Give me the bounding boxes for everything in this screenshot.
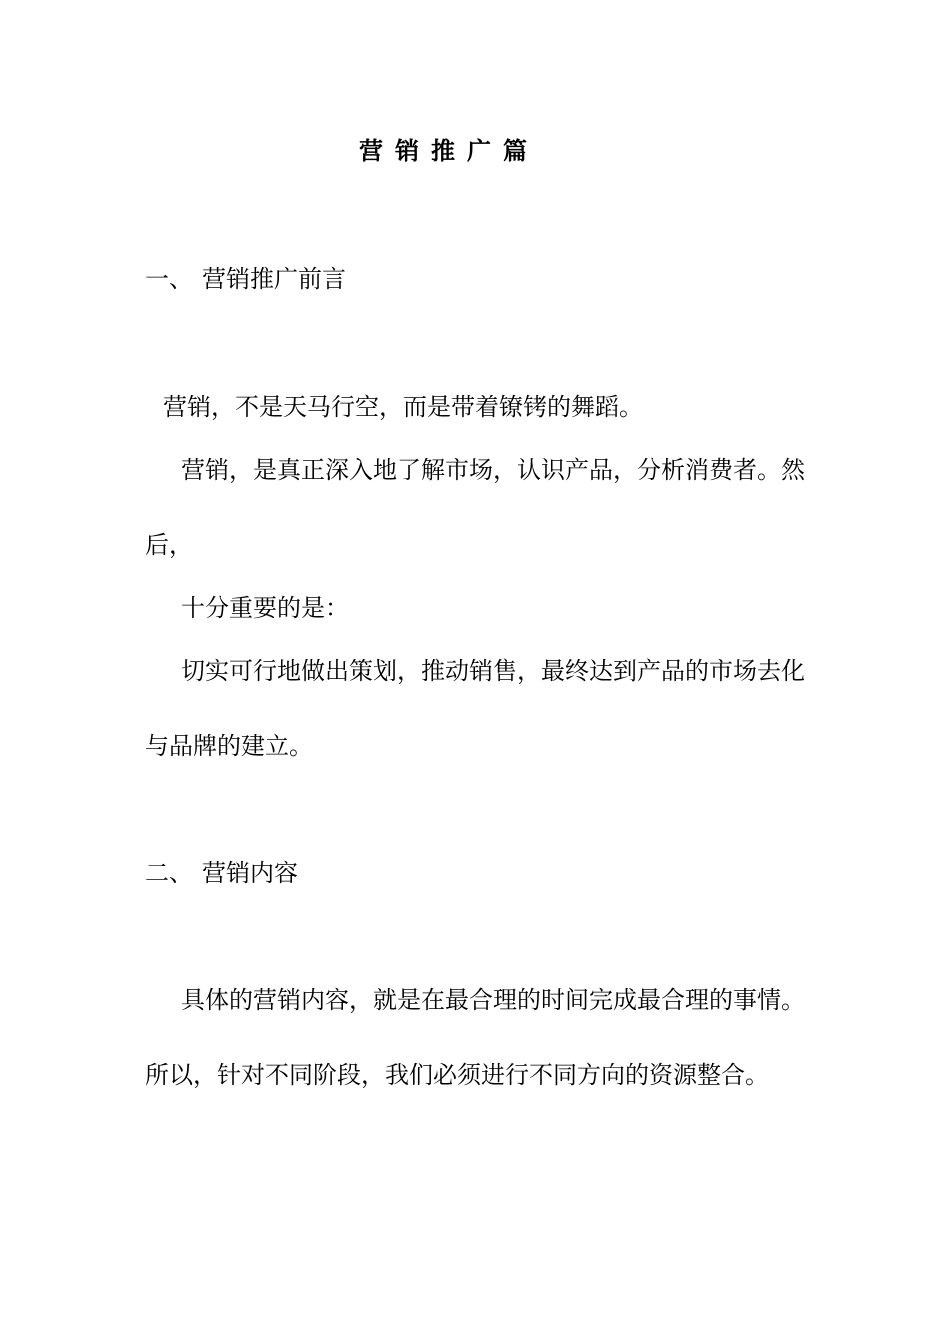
section-number-2: 二、 (145, 859, 193, 887)
section-number-1: 一、 (145, 265, 193, 293)
section-heading-1 (145, 264, 346, 294)
paragraph-line: 十分重要的是： (181, 594, 349, 622)
paragraph-line: 与品牌的建立。 (145, 732, 313, 760)
paragraph-line: 营销，不是天马行空，而是带着镣铐的舞蹈。 (163, 393, 643, 421)
paragraph-line: 所以，针对不同阶段，我们必须进行不同方向的资源整合。 (145, 1061, 769, 1089)
section-title-2: 营销内容 (202, 859, 298, 887)
paragraph-line: 后， (145, 531, 193, 559)
section-title-1: 营销推广前言 (202, 265, 346, 293)
document-title: 营销推广篇 (359, 136, 539, 165)
paragraph-line: 营销，是真正深入地了解市场，认识产品，分析消费者。然 (181, 456, 805, 484)
section-heading-2 (145, 858, 298, 888)
paragraph-line: 具体的营销内容，就是在最合理的时间完成最合理的事情。 (181, 986, 805, 1014)
paragraph-line: 切实可行地做出策划，推动销售，最终达到产品的市场去化 (181, 657, 805, 685)
